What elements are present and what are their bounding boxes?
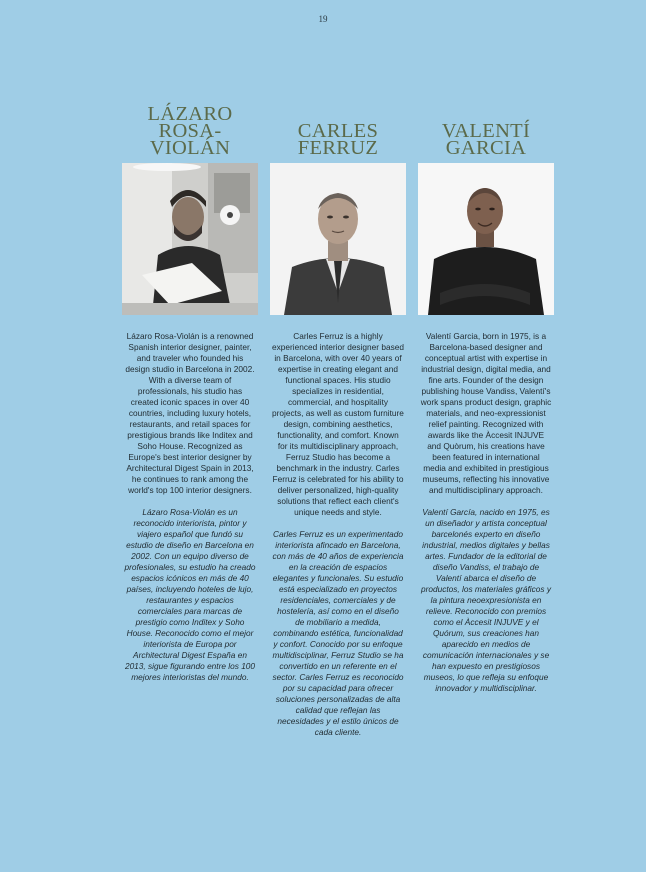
designer-photo: [418, 163, 554, 315]
name-line: FERRUZ: [297, 137, 379, 159]
bio-english: Carles Ferruz is a highly experienced interior designer based in Barcelona, with over 40 years of expertise in creating elegant and functional spaces. His studio specializes in residential, commercial, and hospitality projects, as well as custom furniture design, combining aesthetics, functionality, and comfort. Known for its multidisciplinary approach, Ferruz Studio has become a benchmark in the industry. Carles Ferruz is celebrated for his ability to deliver personalized, high-quality solutions that reflect each client's unique needs and style.: [272, 331, 404, 517]
name-line: GARCIA: [445, 137, 527, 159]
profile-column-valenti: [417, 97, 555, 738]
portrait-illustration: [418, 163, 554, 315]
designer-name: [442, 97, 530, 157]
page-number: 19: [318, 14, 328, 24]
bio-spanish: Carles Ferruz es un experimentado interiorista afincado en Barcelona, con más de 40 años de experiencia en la creación de espacios elegantes y funcionales. Su estudio está especializado en proyectos residenciales, comerciales y de hostelería, así como en el diseño de mobiliario a medida, combinando estética, funcionalidad y confort. Conocido por su enfoque multidisciplinar, Ferruz Studio se ha convertido en un referente en el sector. Carles Ferruz es reconocido por su capacidad para ofrecer soluciones personalizadas de alta calidad que reflejan las necesidades y el estilo únicos de cada cliente.: [272, 529, 404, 737]
bio-english: Lázaro Rosa-Violán is a renowned Spanish interior designer, painter, and traveler who founded his design studio in Barcelona in 2002. With a diverse team of professionals, his studio has created iconic spaces in over 40 countries, including luxury hotels, restaurants, and retail spaces for prestigious brands like Inditex and Soho House. Recognized as Europe's best interior designer by Architectural Digest Spain in 2013, he continues to rank among the world's top 100 interior designers.: [125, 331, 255, 495]
name-line: ROSA-: [158, 120, 222, 142]
profile-column-carles: [269, 97, 407, 738]
designer-name: [298, 97, 378, 157]
name-line: CARLES: [297, 120, 379, 142]
bio-spanish: Valentí García, nacido en 1975, es un diseñador y artista conceptual barcelonés experto en diseño industrial, medios digitales y bellas artes. Fundador de la editorial de diseño Vandiss, el trabajo de Valentí abarca el diseño de productos, los materiales gráficos y la pintura neoexpresionista en relieve. Reconocido con premios como el Àccesit INJUVE y el Quórum, sus creaciones han aparecido en medios de comunicación internacionales y se han expuesto en prestigiosos museos, lo que refleja su enfoque innovador y multidisciplinar.: [420, 507, 552, 693]
bio-spanish: Lázaro Rosa-Violán es un reconocido interiorista, pintor y viajero español que fundó su estudio de diseño en Barcelona en 2002. Con un equipo diverso de profesionales, su estudio ha creado espacios icónicos en más de 40 países, incluyendo hoteles de lujo, restaurantes y espacios comerciales para marcas de prestigio como Inditex y Soho House. Reconocido como el mejor interiorista de Europa por Architectural Digest España en 2013, sigue figurando entre los 100 mejores interioristas del mundo.: [124, 507, 256, 682]
name-line: LÁZARO: [147, 103, 233, 125]
portrait-illustration: [122, 163, 258, 315]
portrait-illustration: [270, 163, 406, 315]
name-line: VALENTÍ: [441, 120, 531, 142]
designer-photo: [270, 163, 406, 315]
designer-photo: [122, 163, 258, 315]
designer-name: [148, 97, 233, 157]
designer-columns: [121, 97, 555, 738]
bio-english: Valentí Garcia, born in 1975, is a Barcelona-based designer and conceptual artist with expertise in industrial design, digital media, and fine arts. Founder of the design publishing house Vandiss, Valentí's work spans product design, graphic materials, and neo-expressionist relief painting. Recognized with awards like the Àccesit INJUVE and Quòrum, his creations have been featured in international media and exhibited in prestigious museums, reflecting his innovative and multidisciplinary approach.: [420, 331, 552, 495]
name-line: VIOLÁN: [149, 137, 231, 159]
profile-column-lazaro: [121, 97, 259, 738]
